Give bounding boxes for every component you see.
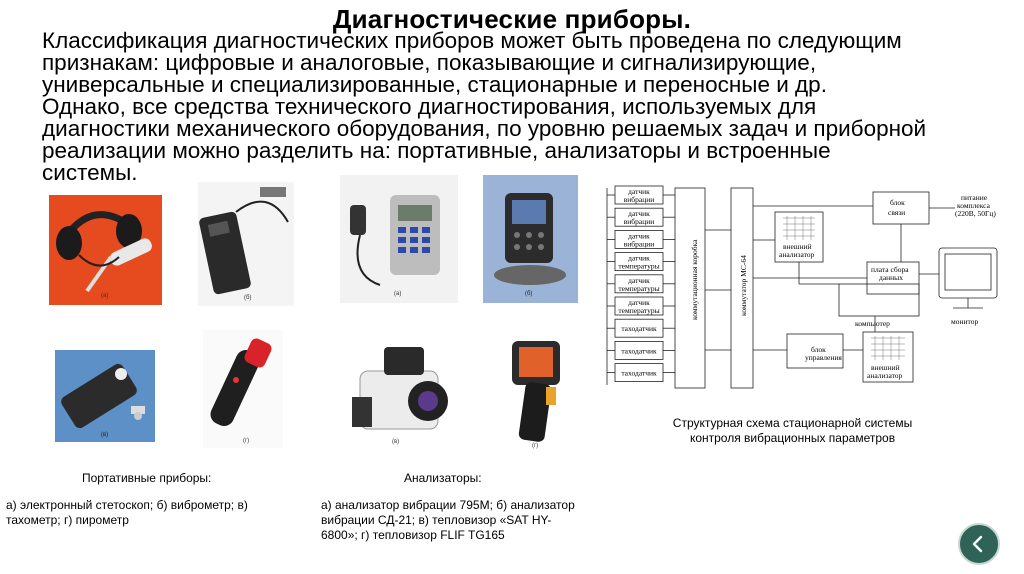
daq-label-2: данных [879,273,903,282]
sensor-label: датчик [628,253,650,263]
sensor-label: таходатчик [621,346,657,356]
photo-vibration-analyzer-sd21 [483,175,578,303]
commutator-label: коммутатор МС-64 [739,255,748,316]
caption-line: контроля вибрационных параметров [689,431,896,445]
junction-box-label: коммутационная коробка [690,239,699,320]
caption-line: 6800»; г) тепловизор FLIF TG165 [321,528,505,542]
photo-label: (г) [243,438,250,444]
sensor-label: датчик [628,187,650,196]
paragraph-line: Классификация диагностических приборов может быть проведена по следующим [42,28,902,53]
schema-diagram [605,180,1010,398]
photo-label: (б) [244,295,252,301]
sensor-label: датчик [628,298,650,307]
photo-label: (г) [532,443,539,449]
ext-analyzer-2-label-1: внешний [871,363,900,372]
photo-vibration-analyzer-795m [340,175,458,303]
caption-line: тахометр; г) пирометр [6,513,129,527]
sensor-label: температуры [618,306,660,315]
paragraph-line: реализации можно разделить на: портативные, анализаторы и встроенные [42,138,831,163]
sensor-label: датчик [628,231,650,241]
sensor-label: таходатчик [621,324,657,334]
control-block-label-2: управления [805,353,842,362]
comm-block-label-2: связи [888,208,906,217]
ext-analyzer-1-label-1: внешний [783,242,812,251]
sensor-label: температуры [618,283,660,293]
photo-label: (а) [101,293,109,299]
paragraph-line: универсальные и специализированные, стационарные и переносные и др. [42,72,827,97]
paragraph-line: диагностики механического оборудования, по уровню решаемых задач и приборной [42,116,927,141]
sensor-label: температуры [618,261,660,271]
paragraph-line: признакам: цифровые и аналоговые, показывающие и сигнализирующие, [42,50,817,75]
comm-block-label-1: блок [890,198,905,207]
portable-description [6,498,296,528]
computer-label: компьютер [855,319,890,328]
caption-line: вибрации СД-21; в) тепловизор «SAT HY- [321,513,552,527]
power-label-3: (220В, 50Гц) [955,209,996,218]
slide-title: Диагностические приборы. [332,4,692,34]
monitor-box [939,248,997,298]
photo-label: (в) [101,432,109,438]
portable-heading: Портативные приборы: [82,471,212,485]
paragraph-line: системы. [42,160,138,185]
photo-pyrometer [203,330,283,448]
nav-back-button[interactable] [958,523,1000,565]
chevron-left-icon [966,531,992,557]
photo-thermal-imager-flir [500,335,572,451]
photo-label: (б) [525,291,533,297]
analyzers-description [321,498,611,543]
control-block-label-1: блок [811,345,826,354]
schema-caption [660,416,925,446]
ext-analyzer-2-label-2: анализатор [867,371,903,380]
ext-analyzer-1-label-2: анализатор [779,250,815,259]
daq-label-1: плата сбора [871,265,909,274]
analyzers-heading: Анализаторы: [404,471,482,485]
photo-electronic-stethoscope [49,195,162,305]
power-label-2: комплекса [957,201,990,210]
power-label-1: питание [961,193,988,202]
sensor-label: датчик [628,275,650,285]
sensor-label: вибрации [623,195,655,204]
photo-label: (а) [394,291,402,297]
paragraph-line: Однако, все средства технического диагностирования, используемых для [42,94,817,119]
photo-vibrometer [198,182,294,306]
monitor-label: монитор [951,317,979,326]
computer-box [839,284,919,316]
caption-line: а) анализатор вибрации 795М; б) анализатор [321,498,575,512]
sensor-label: вибрации [623,239,655,249]
sensor-label: таходатчик [621,368,657,378]
sensor-label: датчик [628,209,650,219]
photo-thermal-imager-sat [340,337,458,449]
sensor-label: вибрации [623,217,655,227]
caption-line: а) электронный стетоскоп; б) виброметр; в) [6,498,248,512]
intro-paragraph [42,30,992,184]
caption-line: Структурная схема стационарной системы [672,416,913,430]
photo-label: (в) [392,439,400,445]
photo-tachometer [55,350,155,442]
